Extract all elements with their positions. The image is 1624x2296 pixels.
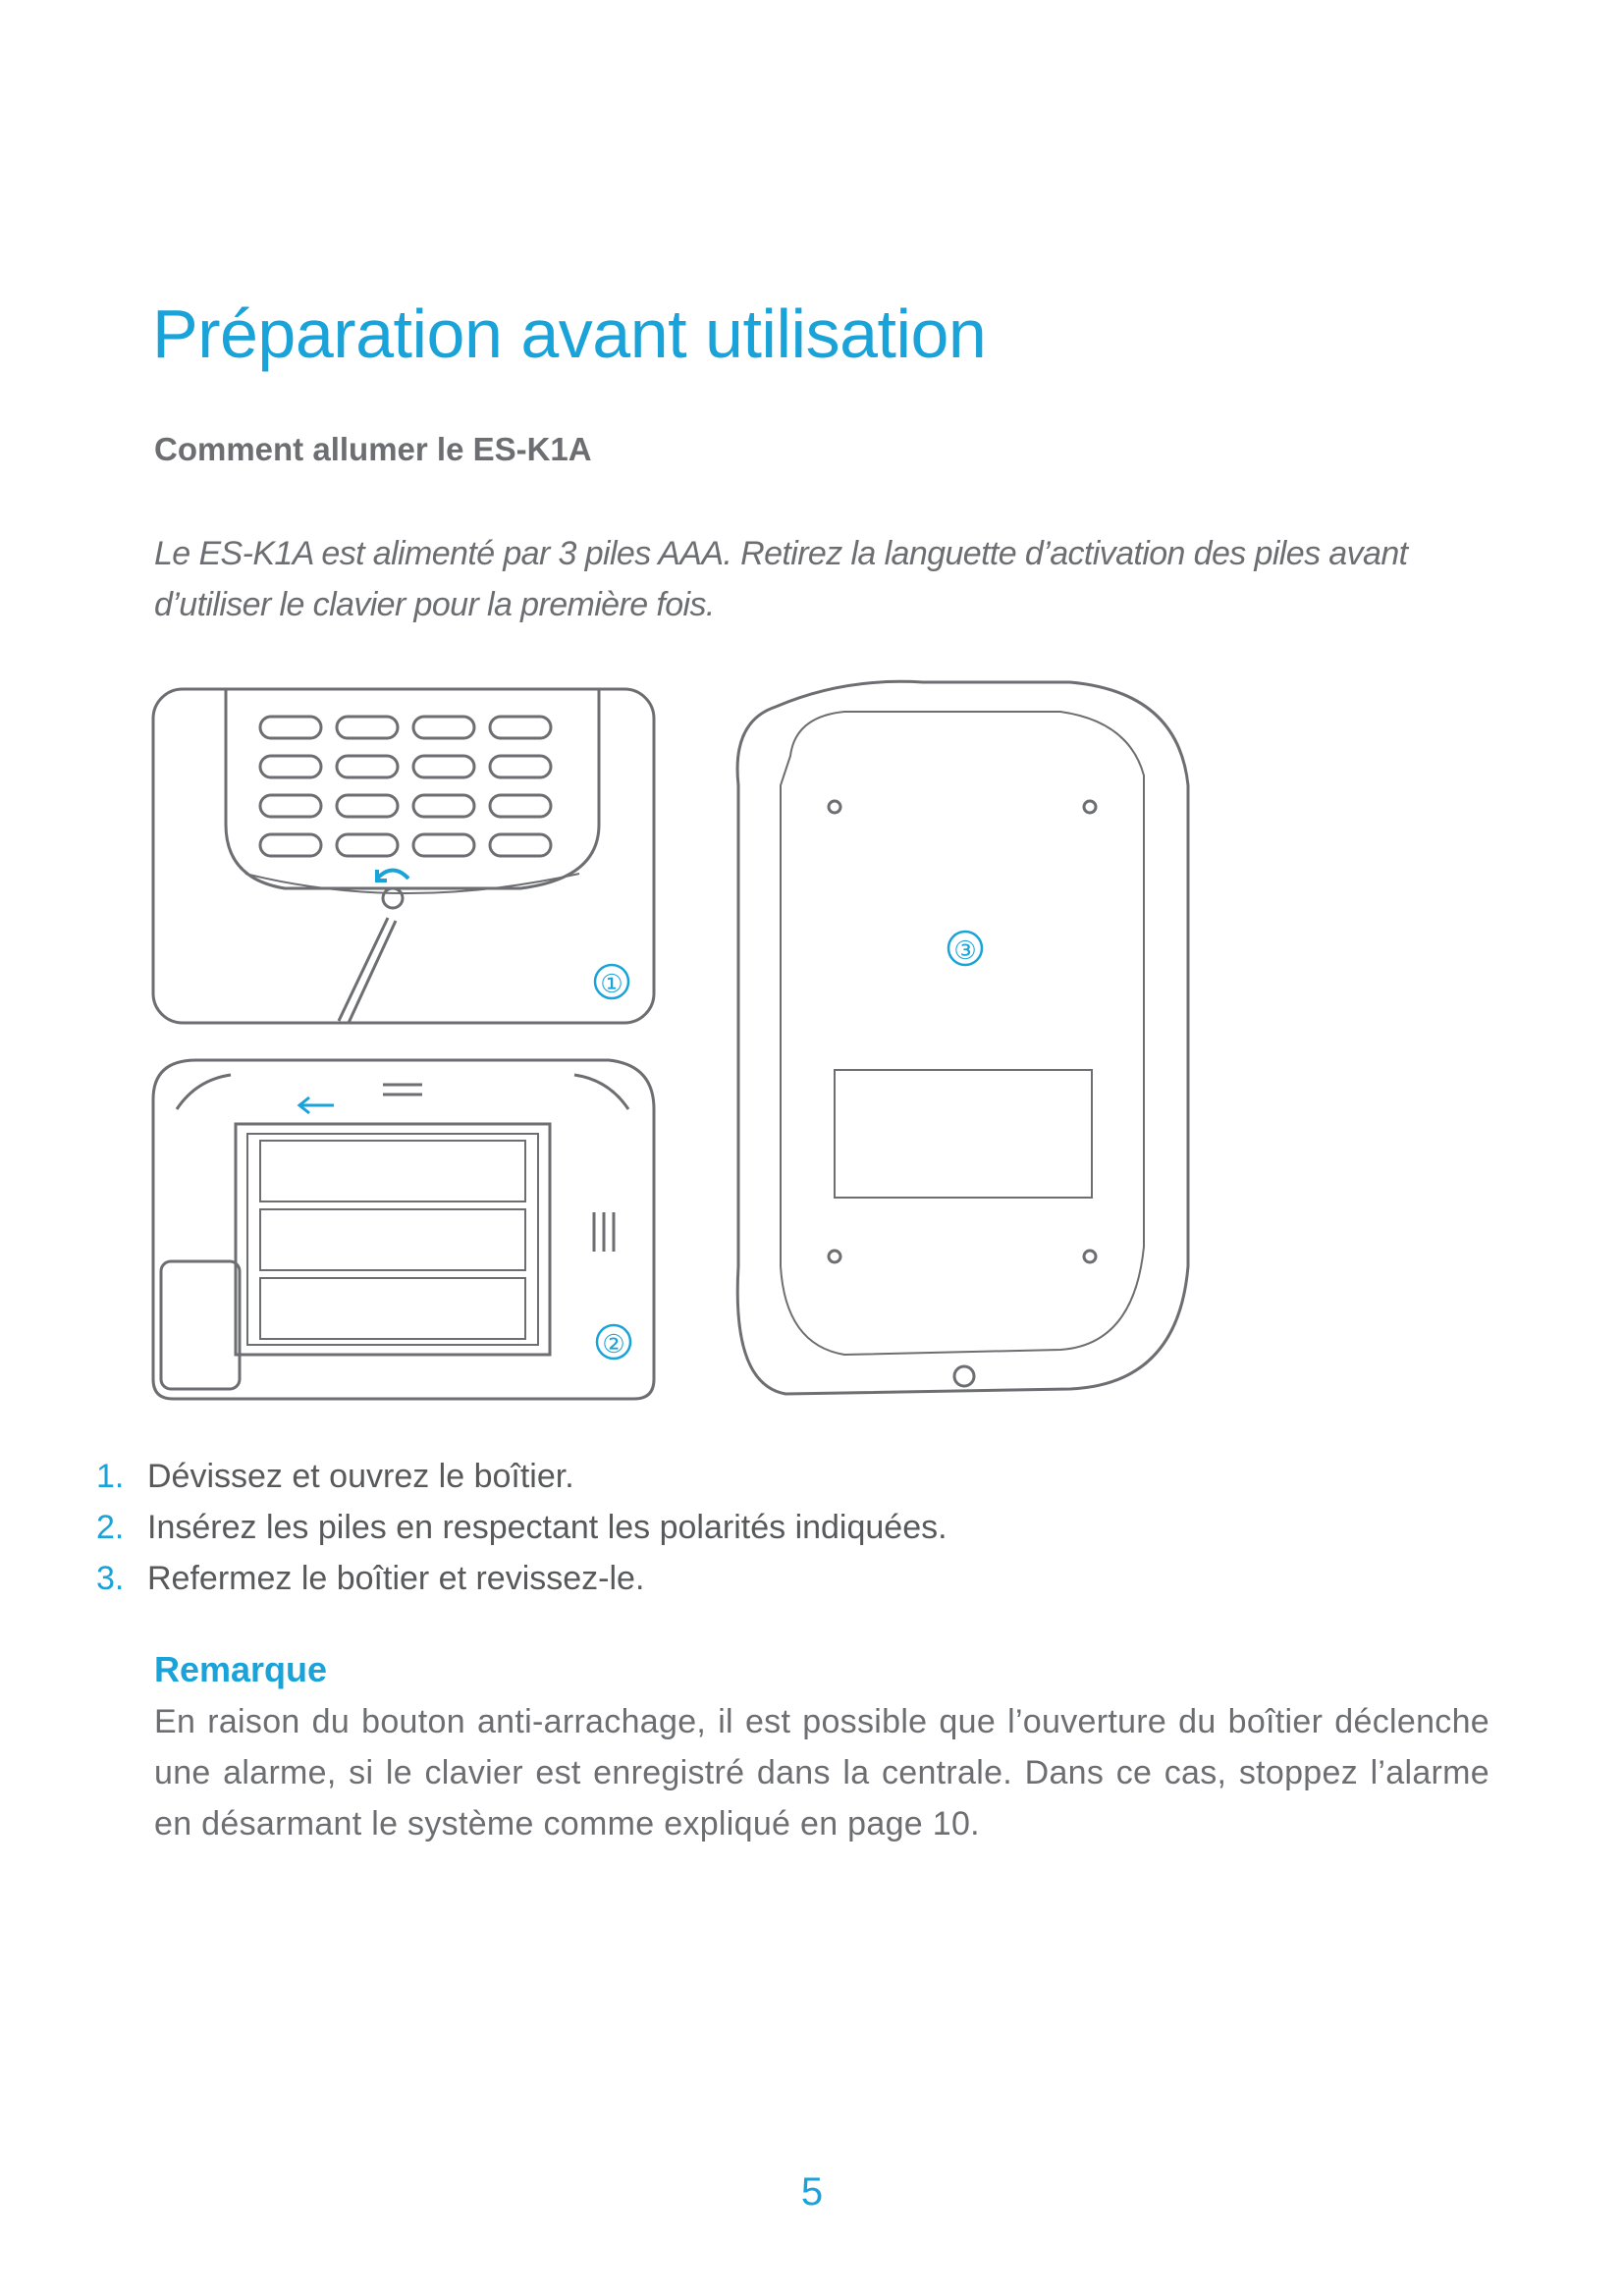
step-text: Dévissez et ouvrez le boîtier. [147,1458,574,1495]
step-number: 3. [96,1560,125,1597]
list-item [96,1451,947,1502]
figure-panel-1 [153,689,654,1023]
step-number: 2. [96,1509,125,1546]
list-item [96,1502,947,1553]
page-number: 5 [800,2170,824,2214]
intro-paragraph: Le ES-K1A est alimenté par 3 piles AAA. Retirez la languette d’activation des piles avant d’utiliser le clavier pour la première fois. [154,535,1408,623]
figure-label-1: ① [600,969,623,998]
figure-label-3: ③ [953,935,977,965]
step-text: Refermez le boîtier et revissez-le. [147,1560,645,1597]
section-subtitle: Comment allumer le ES-K1A [154,431,592,467]
keypad-keys [260,717,551,856]
steps-list [96,1451,947,1604]
page-title: Préparation avant utilisation [152,295,987,372]
list-item [96,1553,947,1604]
figure-panel-3 [737,681,1188,1394]
battery-slots [260,1141,525,1339]
step-number: 1. [96,1458,125,1495]
screwdriver-icon [339,918,396,1023]
battery-installation-illustration [137,677,1218,1423]
screw-icon [383,888,403,908]
remark-text: En raison du bouton anti-arrachage, il est possible que l’ouverture du boîtier déclenche une alarme, si le clavier est enregistré dans la centrale. Dans ce cas, stoppez l’alarme en désarmant le système comme expliqué en page 10. [154,1703,1489,1842]
arrow-left-icon [299,1097,334,1113]
figure-panel-2 [153,1060,654,1399]
step-text: Insérez les piles en respectant les polarités indiquées. [147,1509,947,1546]
figure-label-2: ② [602,1329,625,1359]
remark-title: Remarque [154,1649,328,1689]
